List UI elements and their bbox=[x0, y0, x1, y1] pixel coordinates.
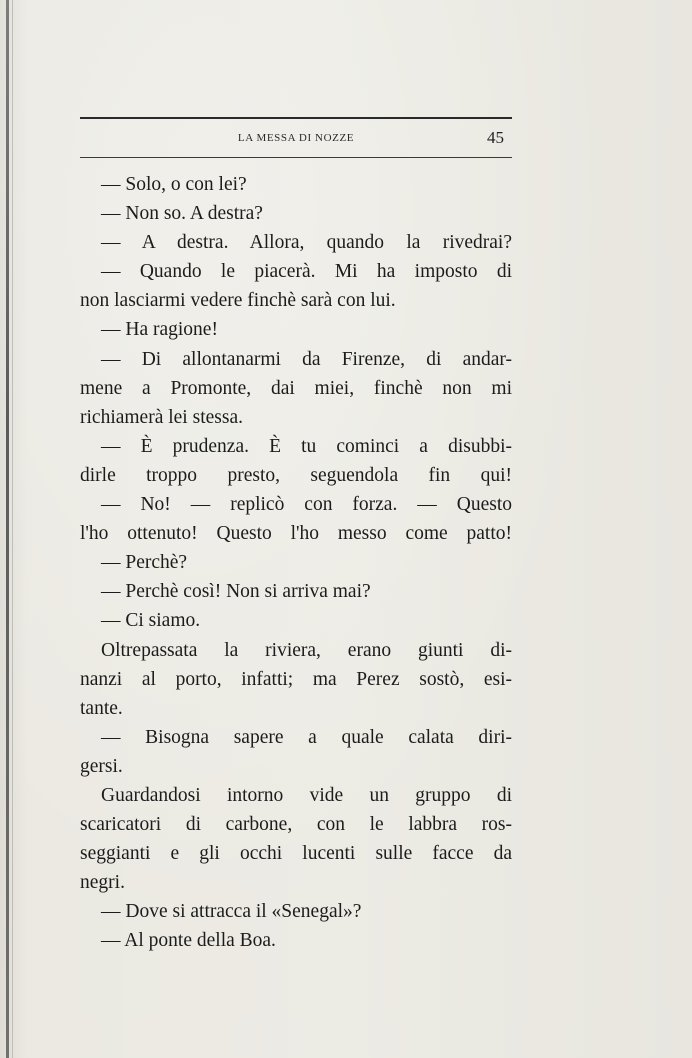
text-line: — Non so. A destra? bbox=[101, 203, 263, 225]
text-line: richiamerà lei stessa. bbox=[80, 406, 243, 428]
text-line: — Di allontanarmi da Firenze, di andar- bbox=[101, 348, 512, 370]
body-text bbox=[80, 170, 512, 956]
text-line: mene a Promonte, dai miei, finchè non mi bbox=[80, 377, 512, 399]
text-line: — No! — replicò con forza. — Questo bbox=[101, 494, 512, 516]
text-line: — Quando le piacerà. Mi ha imposto di bbox=[101, 261, 512, 283]
text-line: negri. bbox=[80, 872, 125, 894]
binding-edge bbox=[6, 0, 9, 1058]
text-line: gersi. bbox=[80, 755, 123, 777]
text-line: seggianti e gli occhi lucenti sulle facce da bbox=[80, 843, 512, 865]
text-line: l'ho ottenuto! Questo l'ho messo come patto! bbox=[80, 523, 512, 545]
text-line: — Ha ragione! bbox=[101, 319, 218, 341]
text-line: — Al ponte della Boa. bbox=[101, 930, 276, 952]
text-line: — Perchè? bbox=[101, 552, 188, 574]
text-line: Oltrepassata la riviera, erano giunti di- bbox=[101, 639, 512, 661]
text-line: non lasciarmi vedere finchè sarà con lui. bbox=[80, 290, 396, 312]
text-line: Guardandosi intorno vide un gruppo di bbox=[101, 784, 512, 806]
page-number: 45 bbox=[487, 128, 504, 147]
text-line: tante. bbox=[80, 697, 123, 719]
text-line: scaricatori di carbone, con le labbra ros- bbox=[80, 814, 512, 836]
text-line: — A destra. Allora, quando la rivedrai? bbox=[101, 232, 512, 254]
header-rule-bottom bbox=[80, 157, 512, 158]
binding-shadow bbox=[12, 0, 13, 1058]
text-line: — Perchè così! Non si arriva mai? bbox=[101, 581, 371, 603]
text-line: — È prudenza. È tu cominci a disubbi- bbox=[101, 435, 512, 457]
text-line: dirle troppo presto, seguendola fin qui! bbox=[80, 464, 512, 486]
text-line: — Solo, o con lei? bbox=[101, 174, 247, 195]
running-title: LA MESSA DI NOZZE bbox=[237, 132, 355, 144]
header-rule-top bbox=[80, 117, 512, 119]
text-line: nanzi al porto, infatti; ma Perez sostò, esi- bbox=[80, 668, 512, 690]
text-line: — Bisogna sapere a quale calata diri- bbox=[101, 726, 512, 748]
text-line: — Dove si attracca il «Senegal»? bbox=[101, 901, 362, 923]
text-line: — Ci siamo. bbox=[101, 610, 201, 632]
page-header bbox=[80, 128, 512, 150]
